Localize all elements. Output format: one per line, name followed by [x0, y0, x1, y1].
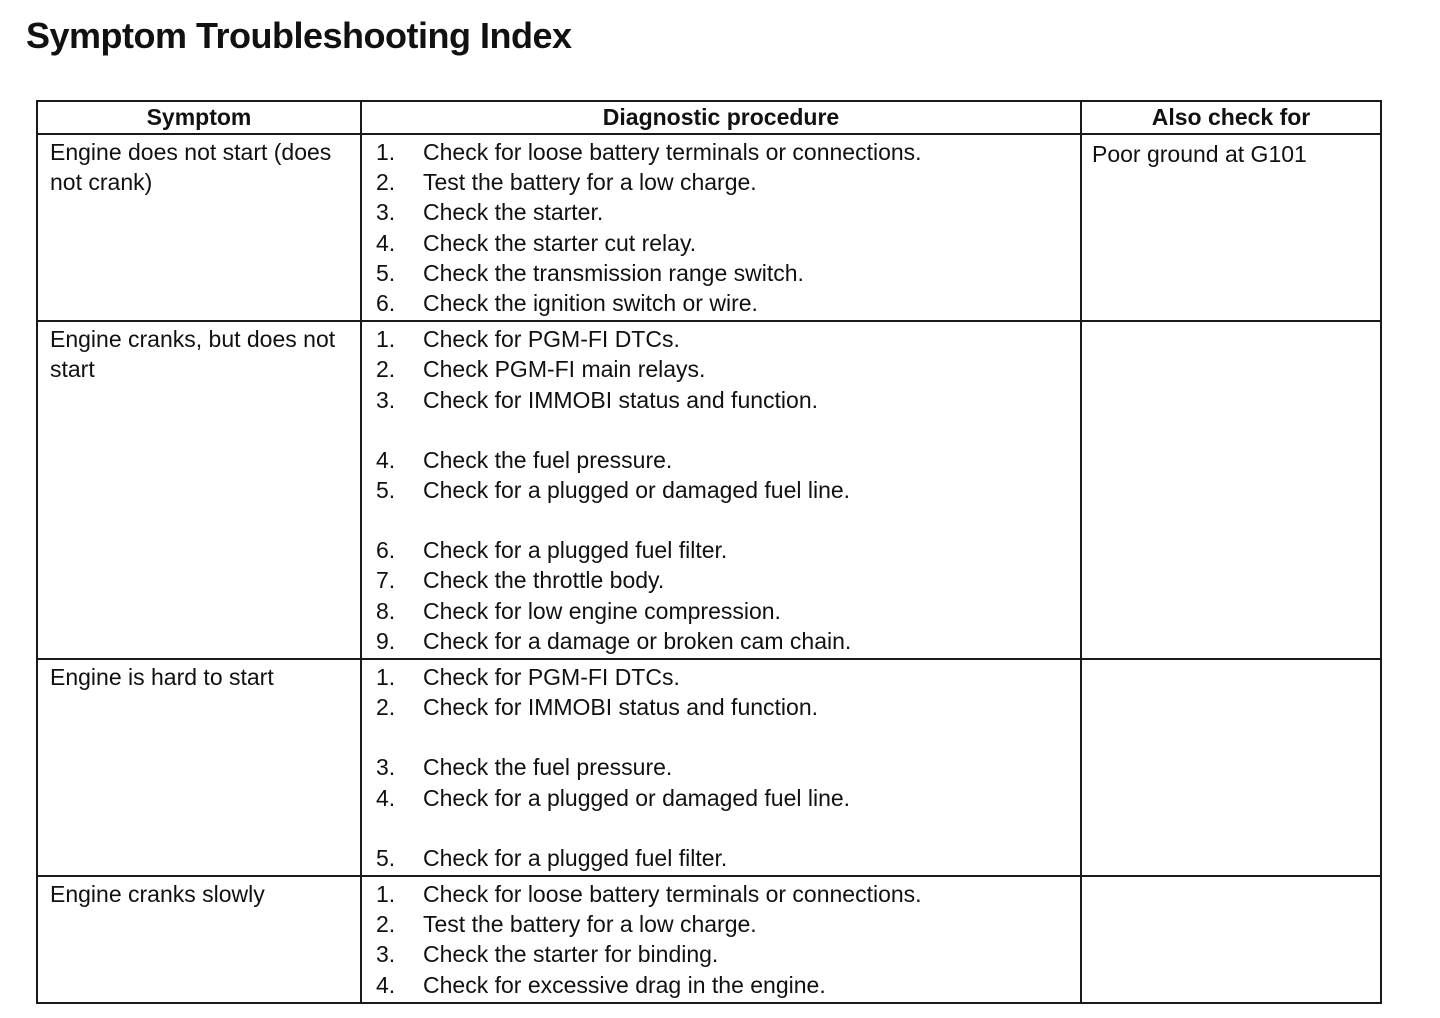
symptom-cell [37, 134, 361, 321]
symptom-cell [37, 659, 361, 876]
symptom-text: Engine cranks, but does not start [50, 326, 336, 383]
header-diagnostic-procedure: Diagnostic procedure [361, 101, 1081, 134]
step-number: 4. [376, 971, 396, 998]
procedure-step [376, 596, 1080, 626]
step-text: Check the throttle body. [423, 567, 665, 594]
procedure-step [376, 288, 1080, 318]
procedure-list [362, 877, 1080, 1002]
also-check-cell [1081, 659, 1381, 876]
step-text: Check the fuel pressure. [423, 754, 673, 781]
step-text: Check for IMMOBI status and function. [423, 694, 818, 721]
procedure-step [376, 475, 1080, 505]
also-check-cell [1081, 321, 1381, 659]
step-text: Check the fuel pressure. [423, 446, 673, 473]
step-text: Check for a damage or broken cam chain. [423, 627, 852, 654]
step-number: 2. [376, 356, 396, 383]
step-text: Check for loose battery terminals or connections. [423, 881, 922, 908]
also-check-text [1082, 660, 1380, 664]
step-number: 2. [376, 911, 396, 938]
step-number: 2. [376, 694, 396, 721]
step-text: Check the ignition switch or wire. [423, 290, 758, 317]
step-number: 1. [376, 664, 396, 691]
step-number: 6. [376, 537, 396, 564]
step-number: 2. [376, 169, 396, 196]
procedure-cell [361, 876, 1081, 1003]
procedure-step [376, 626, 1080, 656]
procedure-step [376, 752, 1080, 782]
table-header-row [37, 101, 1381, 134]
step-text: Check for a plugged fuel filter. [423, 844, 728, 871]
step-number: 1. [376, 881, 396, 908]
step-number: 3. [376, 199, 396, 226]
procedure-step [376, 909, 1080, 939]
procedure-step [376, 228, 1080, 258]
symptom-cell [37, 876, 361, 1003]
procedure-step [376, 565, 1080, 595]
step-text: Test the battery for a low charge. [423, 911, 757, 938]
procedure-step [376, 939, 1080, 969]
step-number: 6. [376, 290, 396, 317]
step-number: 3. [376, 386, 396, 413]
step-text: Check for a plugged or damaged fuel line. [423, 784, 851, 811]
procedure-list [362, 135, 1080, 320]
procedure-list [362, 322, 1080, 658]
page-title: Symptom Troubleshooting Index [26, 15, 572, 56]
step-text: Check the transmission range switch. [423, 259, 804, 286]
procedure-step [376, 445, 1080, 475]
procedure-step [376, 879, 1080, 909]
also-check-text: Poor ground at G101 [1092, 141, 1307, 167]
step-number: 9. [376, 627, 396, 654]
step-text: Check for excessive drag in the engine. [423, 971, 826, 998]
procedure-step [376, 662, 1080, 692]
symptom-text: Engine does not start (does not crank) [50, 139, 332, 195]
table-row [37, 321, 1381, 659]
step-number: 3. [376, 941, 396, 968]
procedure-step [376, 354, 1080, 384]
step-number: 4. [376, 784, 396, 811]
header-symptom: Symptom [37, 101, 361, 134]
procedure-step [376, 324, 1080, 354]
symptom-cell [37, 321, 361, 659]
table-row [37, 876, 1381, 1003]
step-text: Test the battery for a low charge. [423, 169, 757, 196]
step-text: Check for IMMOBI status and function. [423, 386, 818, 413]
procedure-step [376, 692, 1080, 722]
step-number: 5. [376, 477, 396, 504]
procedure-step [376, 783, 1080, 813]
procedure-cell [361, 321, 1081, 659]
step-number: 5. [376, 259, 396, 286]
also-check-cell [1081, 876, 1381, 1003]
procedure-cell [361, 659, 1081, 876]
step-number: 7. [376, 567, 396, 594]
header-also-check-for: Also check for [1081, 101, 1381, 134]
procedure-cell [361, 134, 1081, 321]
step-number: 5. [376, 844, 396, 871]
procedure-step [376, 843, 1080, 873]
step-number: 4. [376, 229, 396, 256]
procedure-step [376, 385, 1080, 415]
symptom-text: Engine is hard to start [50, 664, 274, 691]
step-number: 1. [376, 139, 396, 165]
step-text: Check for loose battery terminals or connections. [423, 139, 922, 165]
step-number: 1. [376, 326, 396, 353]
step-text: Check for PGM-FI DTCs. [423, 664, 680, 691]
step-number: 8. [376, 597, 396, 624]
procedure-step [376, 970, 1080, 1000]
step-text: Check the starter. [423, 199, 604, 226]
procedure-step [376, 258, 1080, 288]
step-number: 3. [376, 754, 396, 781]
step-number: 4. [376, 446, 396, 473]
table-row [37, 134, 1381, 321]
procedure-step [376, 535, 1080, 565]
procedure-list [362, 660, 1080, 875]
table-row [37, 659, 1381, 876]
step-text: Check for PGM-FI DTCs. [423, 326, 680, 353]
step-text: Check the starter cut relay. [423, 229, 697, 256]
also-check-text [1082, 877, 1380, 881]
step-text: Check the starter for binding. [423, 941, 719, 968]
step-text: Check for a plugged or damaged fuel line. [423, 477, 851, 504]
symptom-text: Engine cranks slowly [50, 881, 265, 908]
symptom-table [36, 100, 1382, 1004]
also-check-cell [1081, 134, 1381, 321]
step-text: Check for a plugged fuel filter. [423, 537, 728, 564]
step-text: Check for low engine compression. [423, 597, 781, 624]
procedure-step [376, 167, 1080, 197]
procedure-step [376, 197, 1080, 227]
also-check-text [1082, 322, 1380, 326]
step-text: Check PGM-FI main relays. [423, 356, 706, 383]
procedure-step [376, 137, 1080, 167]
